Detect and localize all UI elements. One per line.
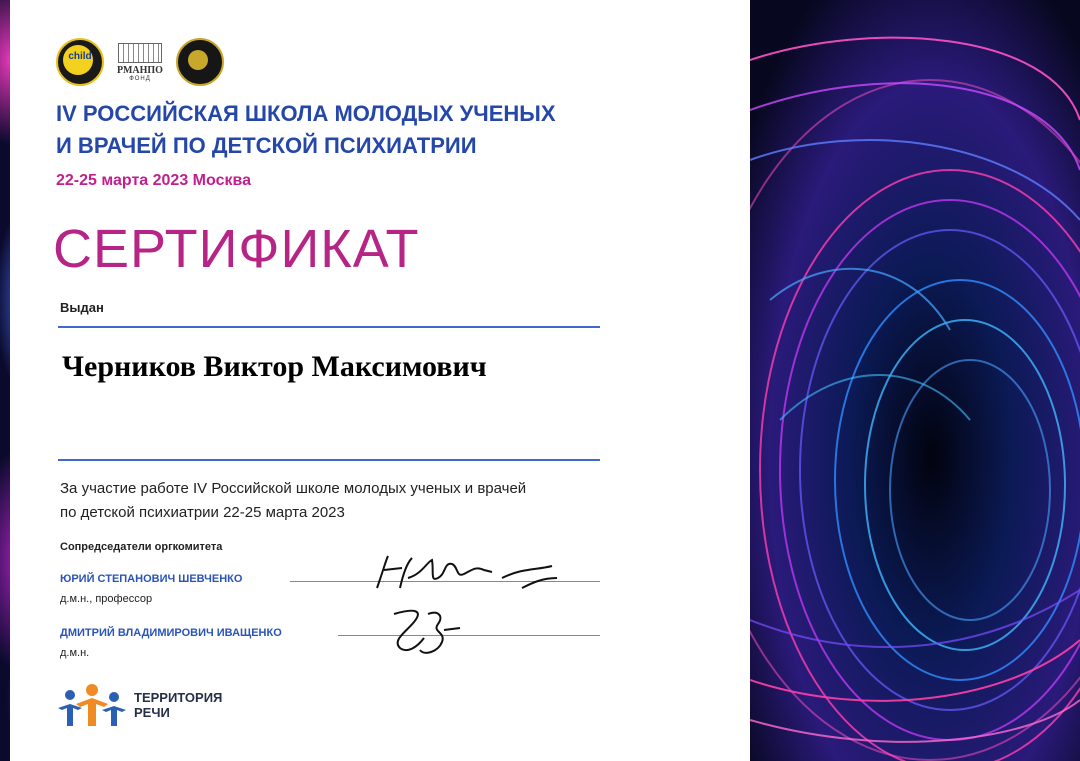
divider-bottom <box>58 459 600 461</box>
background-swirl-right <box>750 0 1080 761</box>
issued-label: Выдан <box>60 300 104 315</box>
signature-1 <box>372 548 562 598</box>
signature-2 <box>384 600 474 660</box>
school-title: IV РОССИЙСКАЯ ШКОЛА МОЛОДЫХ УЧЕНЫХ И ВРАЧЕЙ ПО ДЕТСКОЙ ПСИХИАТРИИ <box>56 101 556 158</box>
committee-label: Сопредседатели оргкомитета <box>60 541 223 553</box>
chair-1-degree: д.м.н., профессор <box>60 593 153 605</box>
building-icon <box>118 43 162 63</box>
event-dates: 22-25 марта 2023 Москва <box>56 172 251 189</box>
swirl-art <box>750 0 1080 761</box>
territory-rechi-logo <box>56 682 222 728</box>
divider-top <box>58 326 600 328</box>
chair-1-name: ЮРИЙ СТЕПАНОВИЧ ШЕВЧЕНКО <box>60 573 243 585</box>
rmanpo-logo: РМАНПО ФОНД <box>114 40 166 84</box>
certificate-heading: СЕРТИФИКАТ <box>53 219 420 279</box>
chair-2-name: ДМИТРИЙ ВЛАДИМИРОВИЧ ИВАЩЕНКО <box>60 627 282 639</box>
chair-2-degree: д.м.н. <box>60 647 90 659</box>
recipient-name: Черников Виктор Максимович <box>62 350 487 383</box>
child-logo: child <box>56 38 104 86</box>
foundation-logo <box>176 38 224 86</box>
participation-text: За участие работе IV Российской школе молодых ученых и врачей по детской психиатрии 22-25 марта 2023 <box>60 480 527 521</box>
people-icon <box>56 682 126 728</box>
territory-brand-text: ТЕРРИТОРИЯ РЕЧИ <box>134 690 223 720</box>
logo-row <box>56 38 224 86</box>
